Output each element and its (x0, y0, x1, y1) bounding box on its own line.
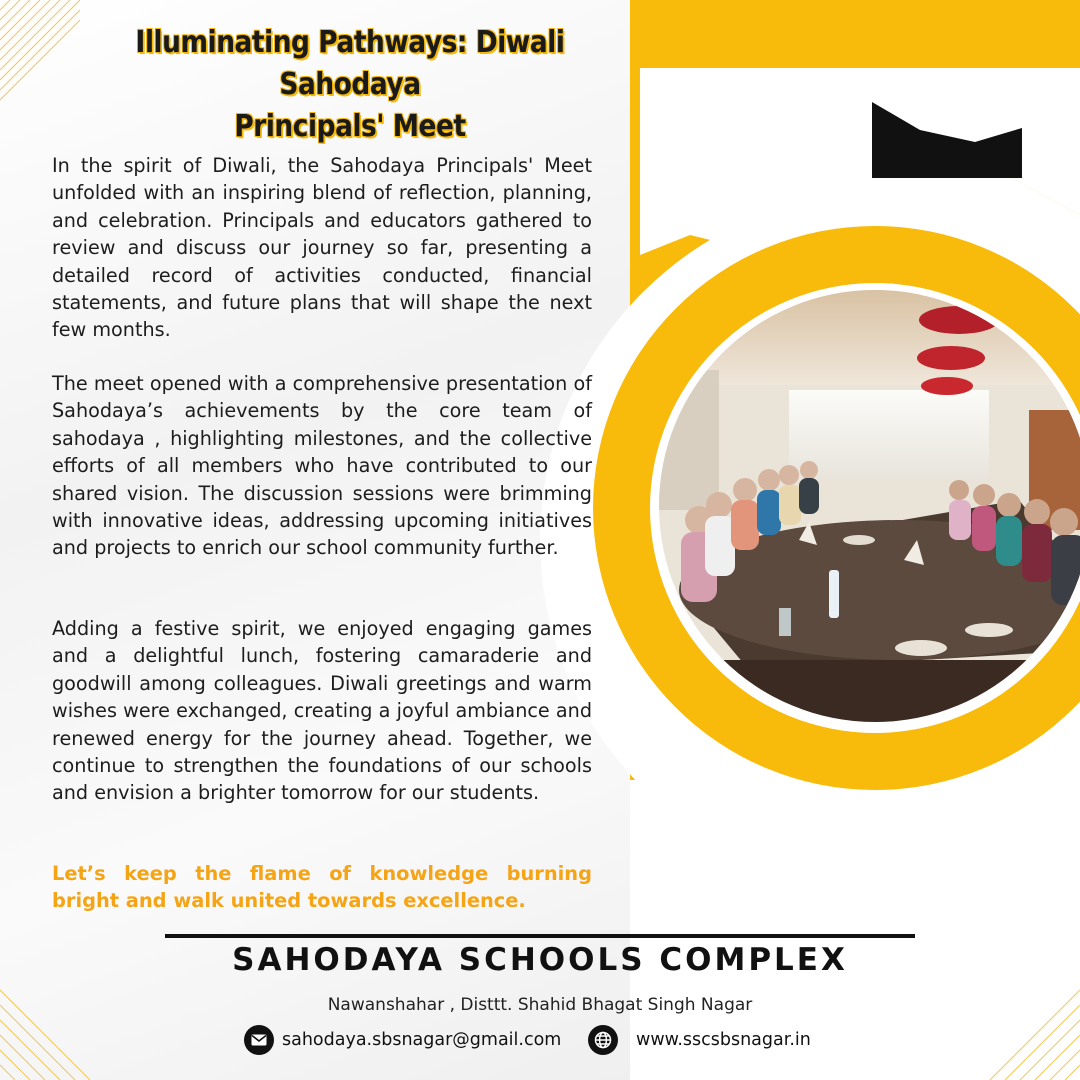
email-text[interactable]: sahodaya.sbsnagar@gmail.com (282, 1030, 562, 1050)
organization-name: SAHODAYA SCHOOLS COMPLEX (232, 942, 848, 978)
address: Nawanshahar , Disttt. Shahid Bhagat Singh Nagar (327, 995, 753, 1015)
paragraph-1: In the spirit of Diwali, the Sahodaya Principals' Meet unfolded with an inspiring blend of reflection, planning, and celebration. Principals and educators gathered to review and discuss our journey so far, presenting a detailed record of activities conducted, financial statements, and future plans that will shape the next few months. (52, 154, 592, 342)
tagline: Let’s keep the flame of knowledge burning bright and walk united towards excellence. (52, 862, 592, 913)
globe-icon (588, 1025, 618, 1055)
website-contact[interactable] (588, 1024, 811, 1056)
paragraph-2: The meet opened with a comprehensive presentation of Sahodaya’s achievements by the core team of sahodaya , highlighting milestones, and the collective efforts of all members who have contributed to our shared vision. The discussion sessions were brimming with innovative ideas, addressing upcoming initiatives and projects to enrich our school community further. (52, 372, 592, 560)
corner-lines-bottom-left (0, 980, 100, 1080)
email-contact[interactable] (244, 1024, 561, 1056)
title-line-1: Illuminating Pathways: Diwali Sahodaya (135, 25, 565, 102)
paragraph-3: Adding a festive spirit, we enjoyed engaging games and a delightful lunch, fostering camaraderie and goodwill among colleagues. Diwali greetings and warm wishes were exchanged, creating a joyful ambiance and renewed energy for the journey ahead. Together, we continue to strengthen the foundations of our schools and envision a brighter tomorrow for our students. (52, 617, 592, 805)
footer-divider (165, 934, 915, 938)
envelope-icon (244, 1025, 274, 1055)
website-text[interactable]: www.sscsbsnagar.in (636, 1030, 811, 1050)
corner-lines-bottom-right (980, 980, 1080, 1080)
meeting-photo (659, 290, 1080, 722)
title-line-2: Principals' Meet (234, 109, 466, 144)
corner-lines-top-left (0, 0, 80, 110)
page-title (77, 22, 623, 148)
